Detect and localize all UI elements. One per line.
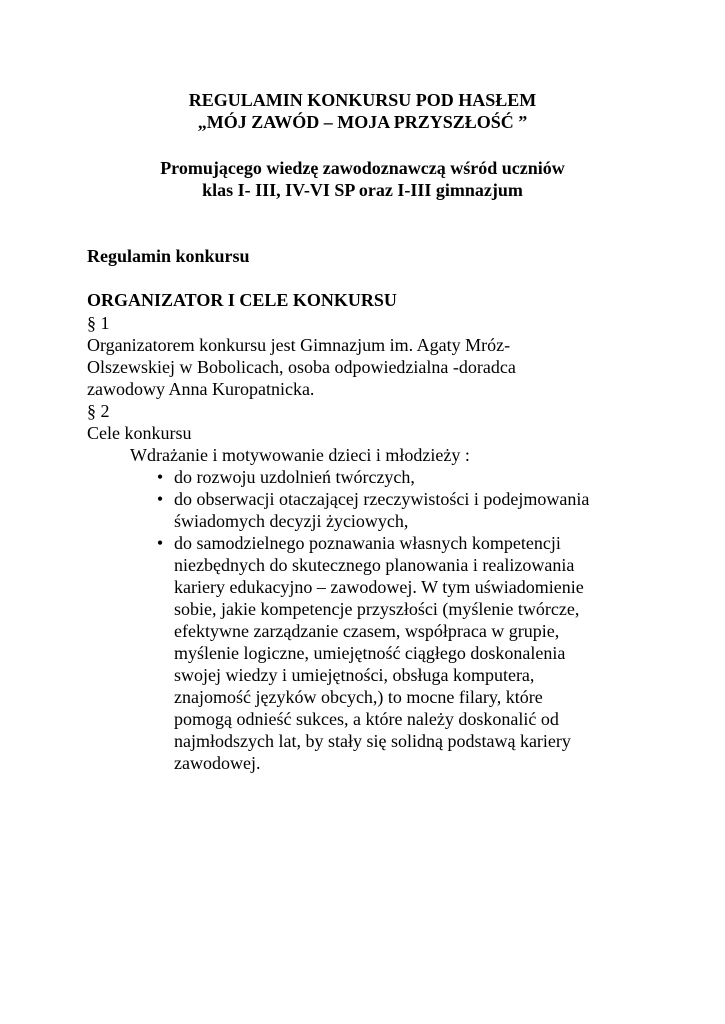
bullet-text-line: świadomych decyzji życiowych, [174,511,409,531]
paragraph-mark-2: § 2 [87,401,110,421]
document-body [87,312,647,774]
document-title-line-2: „MÓJ ZAWÓD – MOJA PRZYSZŁOŚĆ ” [197,112,528,132]
goals-bullet-list [87,466,647,774]
bullet-icon: • [156,467,164,487]
bullet-text-line: do samodzielnego poznawania własnych kompetencji [174,533,561,553]
goals-label: Cele konkursu [87,423,192,443]
document-title-line-1: REGULAMIN KONKURSU POD HASŁEM [188,90,537,110]
section-heading: Regulamin konkursu [87,246,250,266]
paragraph-mark-1: § 1 [87,313,110,333]
paragraph-1-line: zawodowy Anna Kuropatnicka. [87,379,315,399]
bullet-icon: • [156,489,164,509]
bullet-icon: • [156,533,164,553]
bullet-text-line: do rozwoju uzdolnień twórczych, [174,467,415,487]
bullet-text-line: myślenie logiczne, umiejętność ciągłego doskonalenia [174,643,566,663]
organizer-heading: ORGANIZATOR I CELE KONKURSU [87,290,397,310]
list-item [87,466,647,488]
bullet-text-line: znajomość języków obcych,) to mocne filary, które [174,687,543,707]
goals-intro: Wdrażanie i motywowanie dzieci i młodzieży : [130,445,470,465]
list-item [87,532,647,774]
list-item [87,488,647,532]
bullet-text-line: pomogą odnieść sukces, a które należy doskonalić od [174,709,559,729]
bullet-text-line: swojej wiedzy i umiejętności, obsługa komputera, [174,665,535,685]
bullet-text-line: do obserwacji otaczającej rzeczywistości i podejmowania [174,489,590,509]
paragraph-1-line: Organizatorem konkursu jest Gimnazjum im. Agaty Mróz- [87,335,511,355]
document-subtitle-line-1: Promującego wiedzę zawodoznawczą wśród uczniów [160,158,565,178]
bullet-text-line: efektywne zarządzanie czasem, współpraca w grupie, [174,621,560,641]
bullet-text-line: zawodowej. [174,753,261,773]
bullet-text-line: sobie, jakie kompetencje przyszłości (myślenie twórcze, [174,599,580,619]
bullet-text-line: kariery edukacyjno – zawodowej. W tym uświadomienie [174,577,584,597]
paragraph-1-line: Olszewskiej w Bobolicach, osoba odpowiedzialna -doradca [87,357,516,377]
bullet-text-line: najmłodszych lat, by stały się solidną podstawą kariery [174,731,571,751]
document-subtitle-line-2: klas I- III, IV-VI SP oraz I-III gimnazjum [202,180,523,200]
bullet-text-line: niezbędnych do skutecznego planowania i realizowania [174,555,575,575]
